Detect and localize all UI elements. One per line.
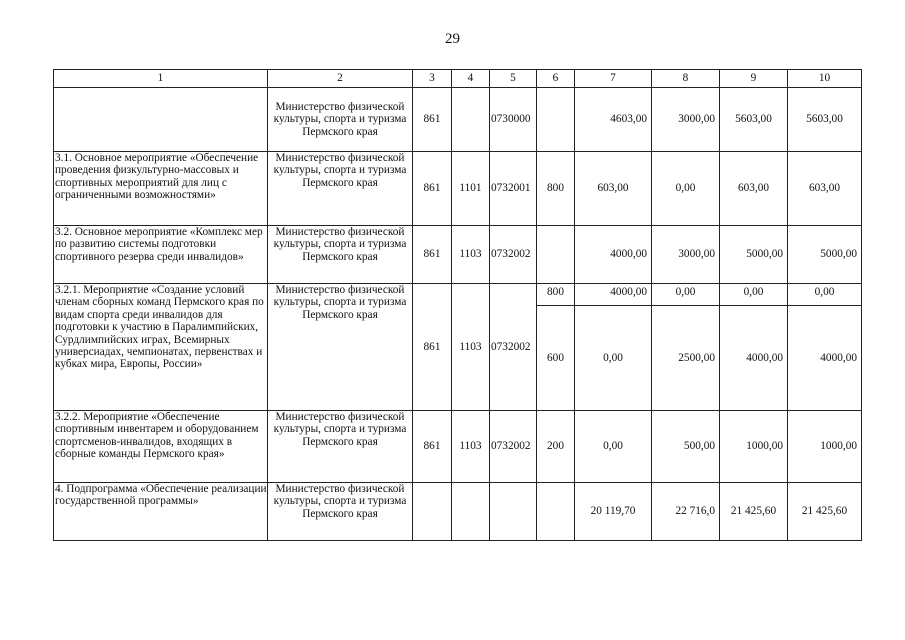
table-header-row xyxy=(54,70,862,88)
code-cell: 800 xyxy=(537,284,575,306)
code-cell: 800 xyxy=(537,152,575,226)
code-cell: 861 xyxy=(413,226,452,284)
column-header: 2 xyxy=(268,70,413,88)
amount-cell: 0,00 xyxy=(652,284,720,306)
amount-cell: 0,00 xyxy=(652,152,720,226)
code-cell: 0730000 xyxy=(490,88,537,152)
code-cell: 861 xyxy=(413,88,452,152)
amount-cell: 4000,00 xyxy=(575,284,652,306)
code-cell: 1103 xyxy=(452,284,490,411)
amount-cell: 0,00 xyxy=(575,306,652,411)
amount-cell: 4000,00 xyxy=(575,226,652,284)
code-cell: 1103 xyxy=(452,411,490,483)
code-cell xyxy=(490,483,537,541)
code-cell: 861 xyxy=(413,411,452,483)
column-header: 1 xyxy=(54,70,268,88)
table-row xyxy=(54,284,862,306)
table-row xyxy=(54,152,862,226)
code-cell: 861 xyxy=(413,152,452,226)
code-cell xyxy=(452,483,490,541)
amount-cell: 603,00 xyxy=(575,152,652,226)
amount-cell: 603,00 xyxy=(788,152,862,226)
ministry-cell: Министерство физической культуры, спорта и туризма Пермского края xyxy=(268,284,413,411)
code-cell: 1101 xyxy=(452,152,490,226)
code-cell xyxy=(413,483,452,541)
amount-cell: 1000,00 xyxy=(788,411,862,483)
amount-cell: 0,00 xyxy=(575,411,652,483)
ministry-cell: Министерство физической культуры, спорта и туризма Пермского края xyxy=(268,88,413,152)
amount-cell: 21 425,60 xyxy=(720,483,788,541)
amount-cell: 20 119,70 xyxy=(575,483,652,541)
code-cell: 0732002 xyxy=(490,226,537,284)
amount-cell: 5603,00 xyxy=(788,88,862,152)
activity-name-cell: 3.1. Основное мероприятие «Обеспечение проведения физкультурно-массовых и спортивных мероприятий для лиц с ограниченными возможностями» xyxy=(54,152,268,226)
amount-cell: 5000,00 xyxy=(720,226,788,284)
amount-cell: 21 425,60 xyxy=(788,483,862,541)
column-header: 4 xyxy=(452,70,490,88)
code-cell: 1103 xyxy=(452,226,490,284)
ministry-cell: Министерство физической культуры, спорта и туризма Пермского края xyxy=(268,483,413,541)
activity-name-cell: 4. Подпрограмма «Обеспечение реализации государственной программы» xyxy=(54,483,268,541)
amount-cell: 0,00 xyxy=(720,284,788,306)
table-row xyxy=(54,411,862,483)
column-header: 3 xyxy=(413,70,452,88)
amount-cell: 4000,00 xyxy=(788,306,862,411)
code-cell xyxy=(537,88,575,152)
column-header: 6 xyxy=(537,70,575,88)
amount-cell: 5603,00 xyxy=(720,88,788,152)
table-row xyxy=(54,88,862,152)
amount-cell: 5000,00 xyxy=(788,226,862,284)
amount-cell: 22 716,0 xyxy=(652,483,720,541)
amount-cell: 0,00 xyxy=(788,284,862,306)
code-cell: 200 xyxy=(537,411,575,483)
column-header: 8 xyxy=(652,70,720,88)
table-row xyxy=(54,483,862,541)
code-cell: 861 xyxy=(413,284,452,411)
code-cell: 0732001 xyxy=(490,152,537,226)
amount-cell: 4000,00 xyxy=(720,306,788,411)
activity-name-cell xyxy=(54,88,268,152)
code-cell xyxy=(537,483,575,541)
code-cell: 0732002 xyxy=(490,284,537,411)
table-row xyxy=(54,226,862,284)
ministry-cell: Министерство физической культуры, спорта и туризма Пермского края xyxy=(268,226,413,284)
code-cell: 600 xyxy=(537,306,575,411)
ministry-cell: Министерство физической культуры, спорта и туризма Пермского края xyxy=(268,411,413,483)
amount-cell: 1000,00 xyxy=(720,411,788,483)
budget-table xyxy=(53,69,862,541)
amount-cell: 603,00 xyxy=(720,152,788,226)
activity-name-cell: 3.2.2. Мероприятие «Обеспечение спортивным инвентарем и оборудованием спортсменов-инвалидов, входящих в сборные команды Пермского края» xyxy=(54,411,268,483)
column-header: 5 xyxy=(490,70,537,88)
code-cell xyxy=(452,88,490,152)
amount-cell: 3000,00 xyxy=(652,88,720,152)
activity-name-cell: 3.2.1. Мероприятие «Создание условий членам сборных команд Пермского края по видам спорта среди инвалидов для подготовки к участию в Паралимпийских, Сурдлимпийских играх, Всемирных универсиадах, чемпионатах, первенствах и кубках мира, Европы, России» xyxy=(54,284,268,411)
page-number: 29 xyxy=(445,31,460,47)
column-header: 10 xyxy=(788,70,862,88)
activity-name-cell: 3.2. Основное мероприятие «Комплекс мер по развитию системы подготовки спортивного резерва среди инвалидов» xyxy=(54,226,268,284)
amount-cell: 500,00 xyxy=(652,411,720,483)
code-cell xyxy=(537,226,575,284)
code-cell: 0732002 xyxy=(490,411,537,483)
column-header: 7 xyxy=(575,70,652,88)
amount-cell: 3000,00 xyxy=(652,226,720,284)
column-header: 9 xyxy=(720,70,788,88)
amount-cell: 4603,00 xyxy=(575,88,652,152)
ministry-cell: Министерство физической культуры, спорта и туризма Пермского края xyxy=(268,152,413,226)
amount-cell: 2500,00 xyxy=(652,306,720,411)
